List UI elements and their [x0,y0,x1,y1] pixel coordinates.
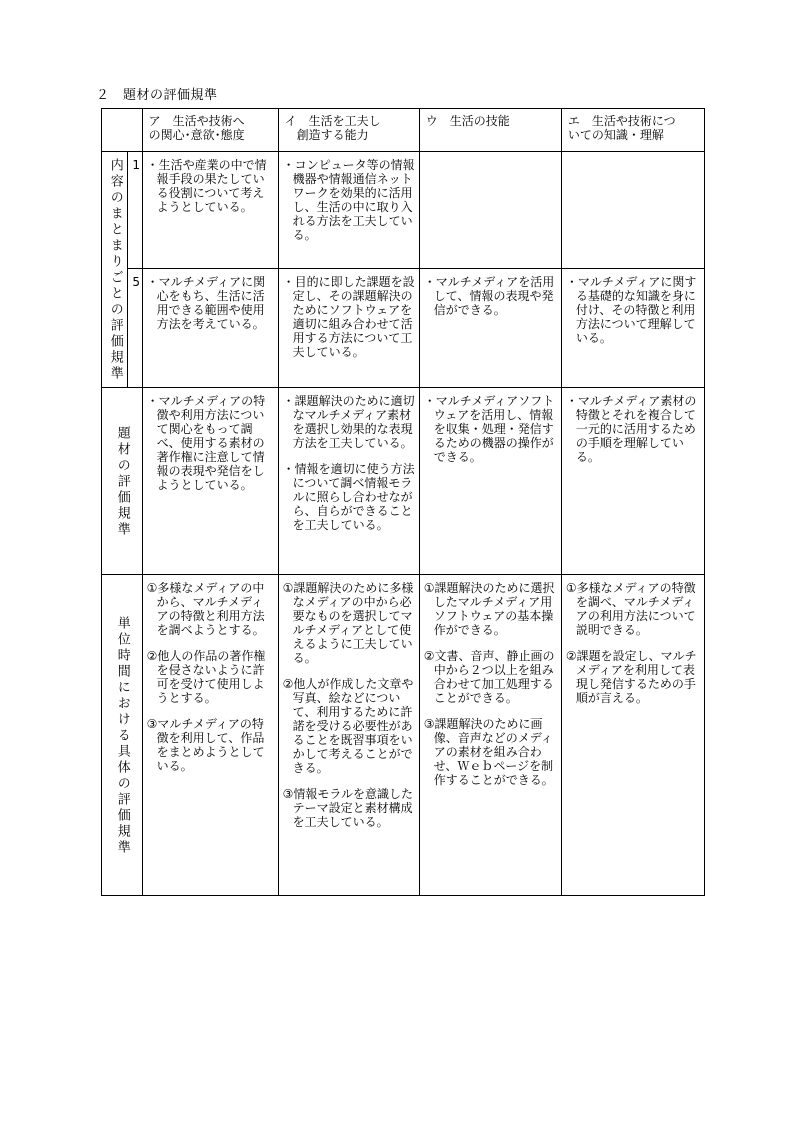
criteria-text: ①課題解決のために多様なメディアの中から必要なものを選択してマルチメディアとして使えるように工夫している。 [282,581,414,665]
criteria-text: ・情報を適切に使う方法について調べ情報モラルに照らし合わせながら、自らができることを工夫している。 [282,462,415,532]
criteria-cell [561,575,704,896]
criteria-text: ・生活や産業の中で情報手段の果たしている役割について考えようとしている。 [146,158,267,214]
criteria-text: ②他人が作成した文章や写真、絵などについて、利用するために許諾を受ける必要性があることを既習事項をいかして考えることができる。 [282,677,414,775]
criteria-cell-empty [561,152,704,269]
criteria-cell [278,575,419,896]
criteria-cell [278,152,419,269]
criteria-cell [419,388,561,575]
row-label: 単位時間における具体の評価規準 [114,616,130,856]
criteria-cell-empty [419,152,561,269]
row-label-cell [102,388,143,575]
criteria-text: ・マルチメディア素材の特徴とそれを複合して一元的に活用するための手順を理解している。 [565,394,697,464]
criteria-text: ①課題解決のために選択したマルチメディア用ソフトウェアの基本操作ができる。 [423,581,555,637]
table-row [102,388,705,575]
unit-number: 5 [128,269,142,388]
column-header-text: ウ 生活の技能 [425,114,510,128]
criteria-text: ・コンピュータ等の情報機器や情報通信ネットワークを効果的に活用し、生活の中に取り入れる方法を工夫している。 [282,158,415,242]
criteria-cell [142,152,278,269]
column-header-text: ア 生活や技術へ の関心･意欲･態度 [148,114,245,142]
column-header-i [278,109,419,152]
criteria-text: ③課題解決のために画像、音声などのメディアの素材を組み合わせ、Ｗｅｂページを制作することができる。 [423,717,554,787]
criteria-text: ③マルチメディアの特徴を利用して、作品をまとめようとしている。 [146,717,265,773]
criteria-cell [561,388,704,575]
row-label-cell [102,575,143,896]
criteria-text: ・マルチメディアに関する基礎的な知識を身に付け、その特徴と利用方法について理解している。 [565,275,697,345]
criteria-text: ①多様なメディアの特徴を調べ、マルチメディアの利用方法について説明できる。 [565,581,696,637]
criteria-text: ・マルチメディアに関心をもち、生活に活用できる範囲や使用方法を考えている。 [146,275,266,331]
criteria-text: ②文書、音声、静止画の中から２つ以上を組み合わせて加工処理することができる。 [423,649,555,705]
criteria-text: ・課題解決のために適切なマルチメディア素材を選択し効果的な表現方法を工夫している。 [282,394,415,450]
criteria-text: ・マルチメディアソフトウェアを活用し、情報を収集・処理・発信するための機器の操作ができる。 [423,394,555,464]
criteria-text: ・マルチメディアの特徴や利用方法について関心をもって調べ、使用する素材の著作権に注意して情報の表現や発信をしようとしている。 [146,394,266,492]
criteria-cell [419,269,561,388]
criteria-cell [561,269,704,388]
column-header-a [142,109,278,152]
table-row [102,269,705,388]
unit-number: 1 [128,152,142,269]
criteria-cell [419,575,561,896]
column-header-text: エ 生活や技術につ いての知識・理解 [567,114,676,142]
section-heading: ２ 題材の評価規準 [96,88,218,103]
criteria-text: ③情報モラルを意識したテーマ設定と素材構成を工夫している。 [282,787,414,829]
row-group-label-cell [102,152,128,388]
criteria-text: ・マルチメディアを活用して、情報の表現や発信ができる。 [423,275,555,317]
header-row [102,109,705,152]
row-label: 題材の評価規準 [114,426,130,538]
evaluation-criteria-table [101,108,705,896]
criteria-cell [142,575,278,896]
row-group-label: 内容のまとまりごとの評価規準 [107,158,123,382]
criteria-cell [278,388,419,575]
criteria-cell [142,388,278,575]
column-header-text: イ 生活を工夫し 創造する能力 [284,114,381,142]
criteria-text: ・目的に即した課題を設定し、その課題解決のためにソフトウェアを適切に組み合わせて活用する方法について工夫している。 [282,275,415,359]
column-header-e [561,109,704,152]
column-header-u [419,109,561,152]
header-corner [102,109,143,152]
criteria-cell [278,269,419,388]
table-row [102,575,705,896]
criteria-text: ①多様なメディアの中から、マルチメディアの特徴と利用方法を調べようとする。 [146,581,265,637]
criteria-text: ②他人の作品の著作権を侵さないように許可を受けて使用しようとする。 [146,649,266,705]
table-row [102,152,705,269]
criteria-text: ②課題を設定し、マルチメディアを利用して表現し発信するための手順が言える。 [565,649,697,705]
criteria-cell [142,269,278,388]
